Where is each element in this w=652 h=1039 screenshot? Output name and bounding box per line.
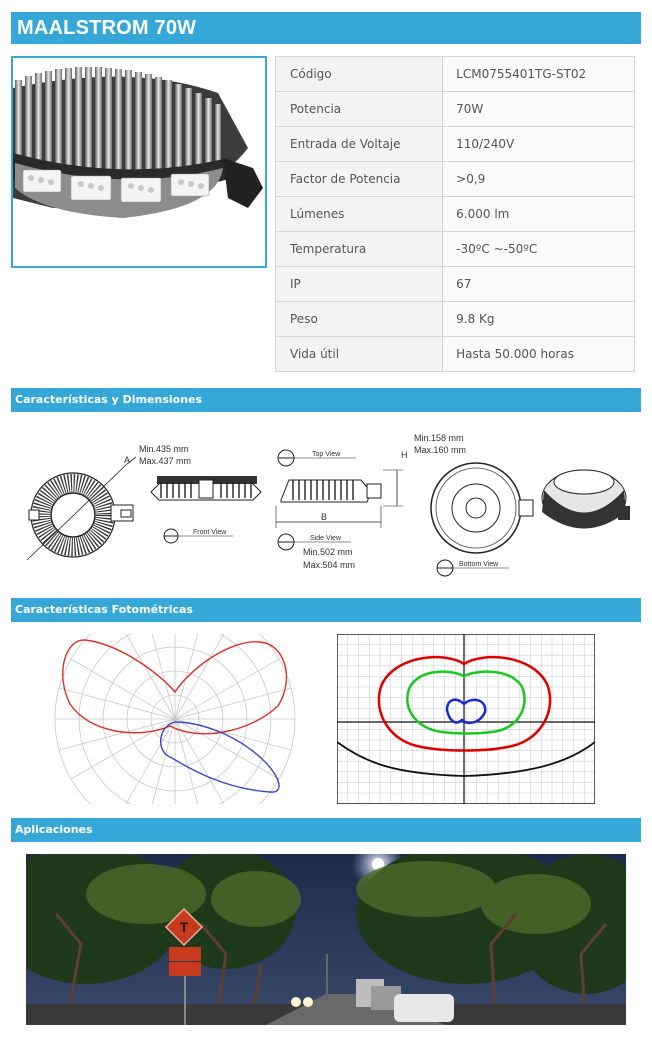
spec-label: Entrada de Voltaje: [276, 127, 443, 162]
side-view-label: Side View: [310, 535, 342, 542]
spec-label: Factor de Potencia: [276, 162, 443, 197]
spec-label: Potencia: [276, 92, 443, 127]
table-row: [276, 267, 635, 302]
table-row: [276, 92, 635, 127]
dim-b-max: Max.504 mm: [303, 560, 356, 570]
street-application-photo: [26, 854, 626, 1025]
spec-label: Vida útil: [276, 337, 443, 372]
spec-label: Peso: [276, 302, 443, 337]
street-sign-letter: T: [179, 919, 189, 935]
top-view-drawing: [27, 444, 191, 560]
dim-b-min: Min.502 mm: [303, 547, 353, 557]
page-title: MAALSTROM 70W: [17, 17, 197, 39]
label-a: A: [124, 455, 131, 465]
front-view-drawing: [151, 476, 261, 543]
dim-h-min: Min.158 mm: [414, 433, 464, 443]
title-bar: [11, 12, 641, 44]
spec-value: 6.000 lm: [443, 197, 635, 232]
spec-label: Temperatura: [276, 232, 443, 267]
label-b: B: [321, 512, 328, 522]
top-view-label: Top View: [312, 451, 341, 458]
specs-table: [275, 56, 635, 372]
table-row: [276, 57, 635, 92]
polar-photometric-curve: [50, 634, 300, 804]
section-header-dimensions: [11, 388, 641, 412]
dimensions-diagram: [11, 420, 641, 585]
table-row: [276, 232, 635, 267]
bottom-view-drawing: [431, 463, 533, 576]
front-view-label: Front View: [193, 529, 227, 536]
table-row: [276, 162, 635, 197]
spec-value: 110/240V: [443, 127, 635, 162]
spec-value: 9.8 Kg: [443, 302, 635, 337]
dim-a-min: Min.435 mm: [139, 444, 189, 454]
spec-value: Hasta 50.000 horas: [443, 337, 635, 372]
spec-label: Código: [276, 57, 443, 92]
dim-a-max: Max.437 mm: [139, 456, 192, 466]
spec-label: IP: [276, 267, 443, 302]
spec-value: >0,9: [443, 162, 635, 197]
section-header-photometric: [11, 598, 641, 622]
section-header-applications: [11, 818, 641, 842]
section-title: Características y Dimensiones: [15, 393, 203, 406]
spec-value: 70W: [443, 92, 635, 127]
perspective-view-drawing: [542, 470, 630, 529]
section-title: Características Fotométricas: [15, 603, 193, 616]
table-row: [276, 302, 635, 337]
section-title: Aplicaciones: [15, 823, 93, 836]
table-row: [276, 197, 635, 232]
label-h: H: [401, 450, 408, 460]
dim-h-max: Max.160 mm: [414, 445, 467, 455]
spec-label: Lúmenes: [276, 197, 443, 232]
product-image: [11, 56, 267, 268]
spec-value: 67: [443, 267, 635, 302]
spec-value: LCM0755401TG-ST02: [443, 57, 635, 92]
table-row: [276, 127, 635, 162]
isolux-diagram: [337, 634, 595, 804]
table-row: [276, 337, 635, 372]
spec-value: -30ºC ~-50ºC: [443, 232, 635, 267]
bottom-view-label: Bottom View: [459, 561, 499, 568]
